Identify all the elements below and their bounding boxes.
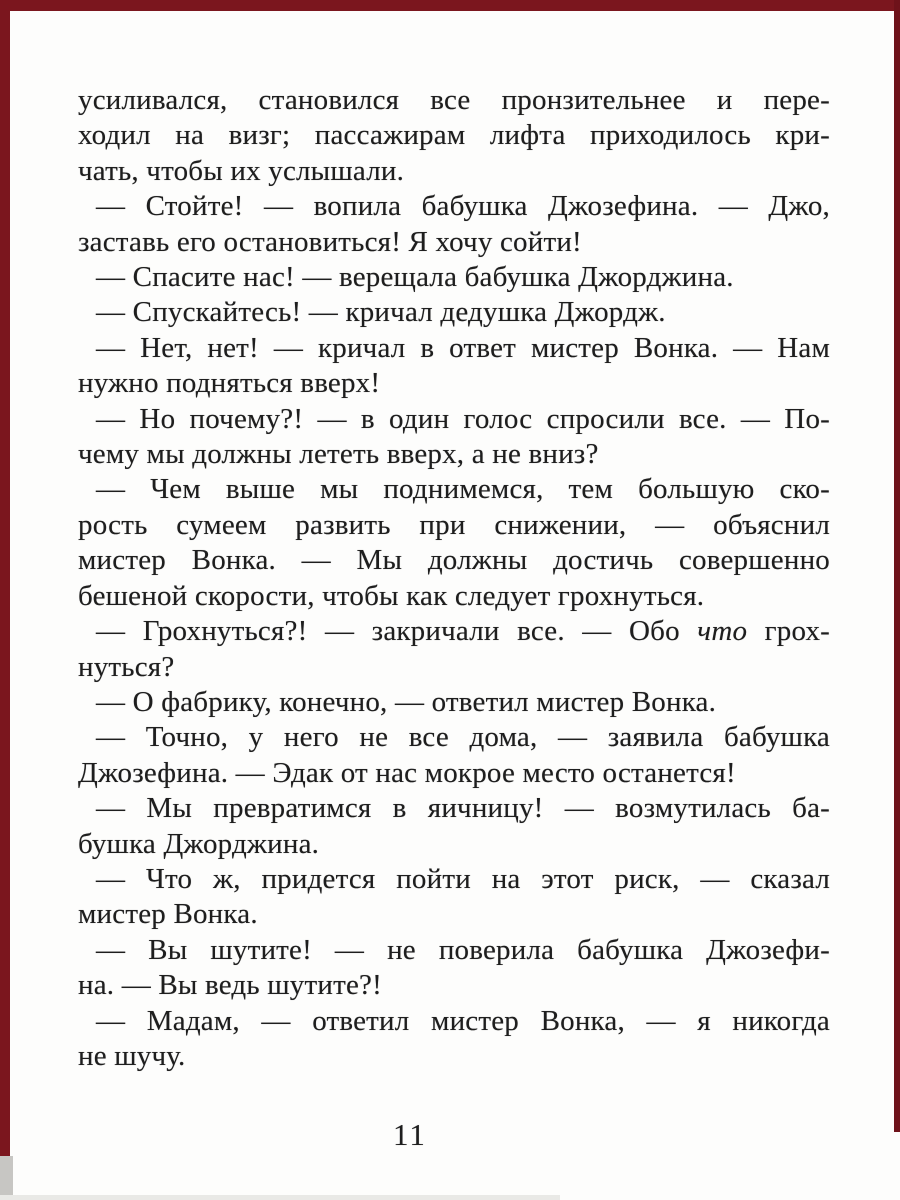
text-line: — Чем выше мы поднимемся, тем большую ско- [96, 473, 830, 506]
text-segment: — Грохнуться?! — закричали все. — Обо [96, 615, 698, 648]
text-line [78, 614, 830, 649]
text-line: — Вы шутите! — не поверила бабушка Джозефи- [96, 933, 830, 966]
text-line: — Спускайтесь! — кричал дедушка Джордж. [96, 296, 666, 329]
text-line: мистер Вонка. — Мы должны достичь совершенно [78, 544, 830, 577]
text-line: чему мы должны лететь вверх, а не вниз? [78, 438, 599, 471]
text-line: — Нет, нет! — кричал в ответ мистер Вонка. — Нам [96, 331, 830, 364]
text-line: — Точно, у него не все дома, — заявила бабушка [96, 721, 830, 754]
text-line: не шучу. [78, 1039, 186, 1072]
page-bottom-edge [0, 1195, 560, 1200]
text-line: усиливался, становился все пронзительнее и пере- [78, 84, 830, 116]
text-line: нуться? [78, 650, 175, 683]
book-cover-edge-right [894, 0, 900, 1132]
text-line: — Что ж, придется пойти на этот риск, — сказал [96, 862, 830, 895]
text-segment: грох- [747, 615, 831, 648]
text-line: на. — Вы ведь шутите?! [78, 969, 382, 1002]
text-line: — Спасите нас! — верещала бабушка Джорджина. [96, 261, 734, 294]
text-line: бешеной скорости, чтобы как следует грохнуться. [78, 579, 705, 612]
book-cover-edge-top [0, 0, 900, 11]
text-line: — Мадам, — ответил мистер Вонка, — я никогда [96, 1004, 830, 1037]
text-line: чать, чтобы их услышали. [78, 154, 405, 187]
text-line: — Мы превратимся в яичницу! — возмутилась ба- [96, 792, 830, 825]
page-number: 11 [393, 1117, 427, 1152]
text-line: нужно подняться вверх! [78, 367, 381, 400]
text-line: рость сумеем развить при снижении, — объяснил [78, 508, 830, 541]
text-line: Джозефина. — Эдак от нас мокрое место останется! [78, 756, 736, 789]
italic-word: что [697, 615, 748, 648]
text-line: — Но почему?! — в один голос спросили все. — По- [96, 402, 830, 435]
text-line: ходил на визг; пассажирам лифта приходилось кри- [78, 119, 830, 152]
page-stack-edge [0, 1156, 13, 1200]
book-cover-edge-left [0, 0, 10, 1156]
text-line: — О фабрику, конечно, — ответил мистер Вонка. [96, 685, 717, 718]
text-line: мистер Вонка. [78, 898, 258, 931]
page-text [78, 83, 830, 1074]
text-line: заставь его остановиться! Я хочу сойти! [78, 225, 582, 258]
text-line: — Стойте! — вопила бабушка Джозефина. — Джо, [96, 190, 830, 223]
text-line: бушка Джорджина. [78, 827, 320, 860]
